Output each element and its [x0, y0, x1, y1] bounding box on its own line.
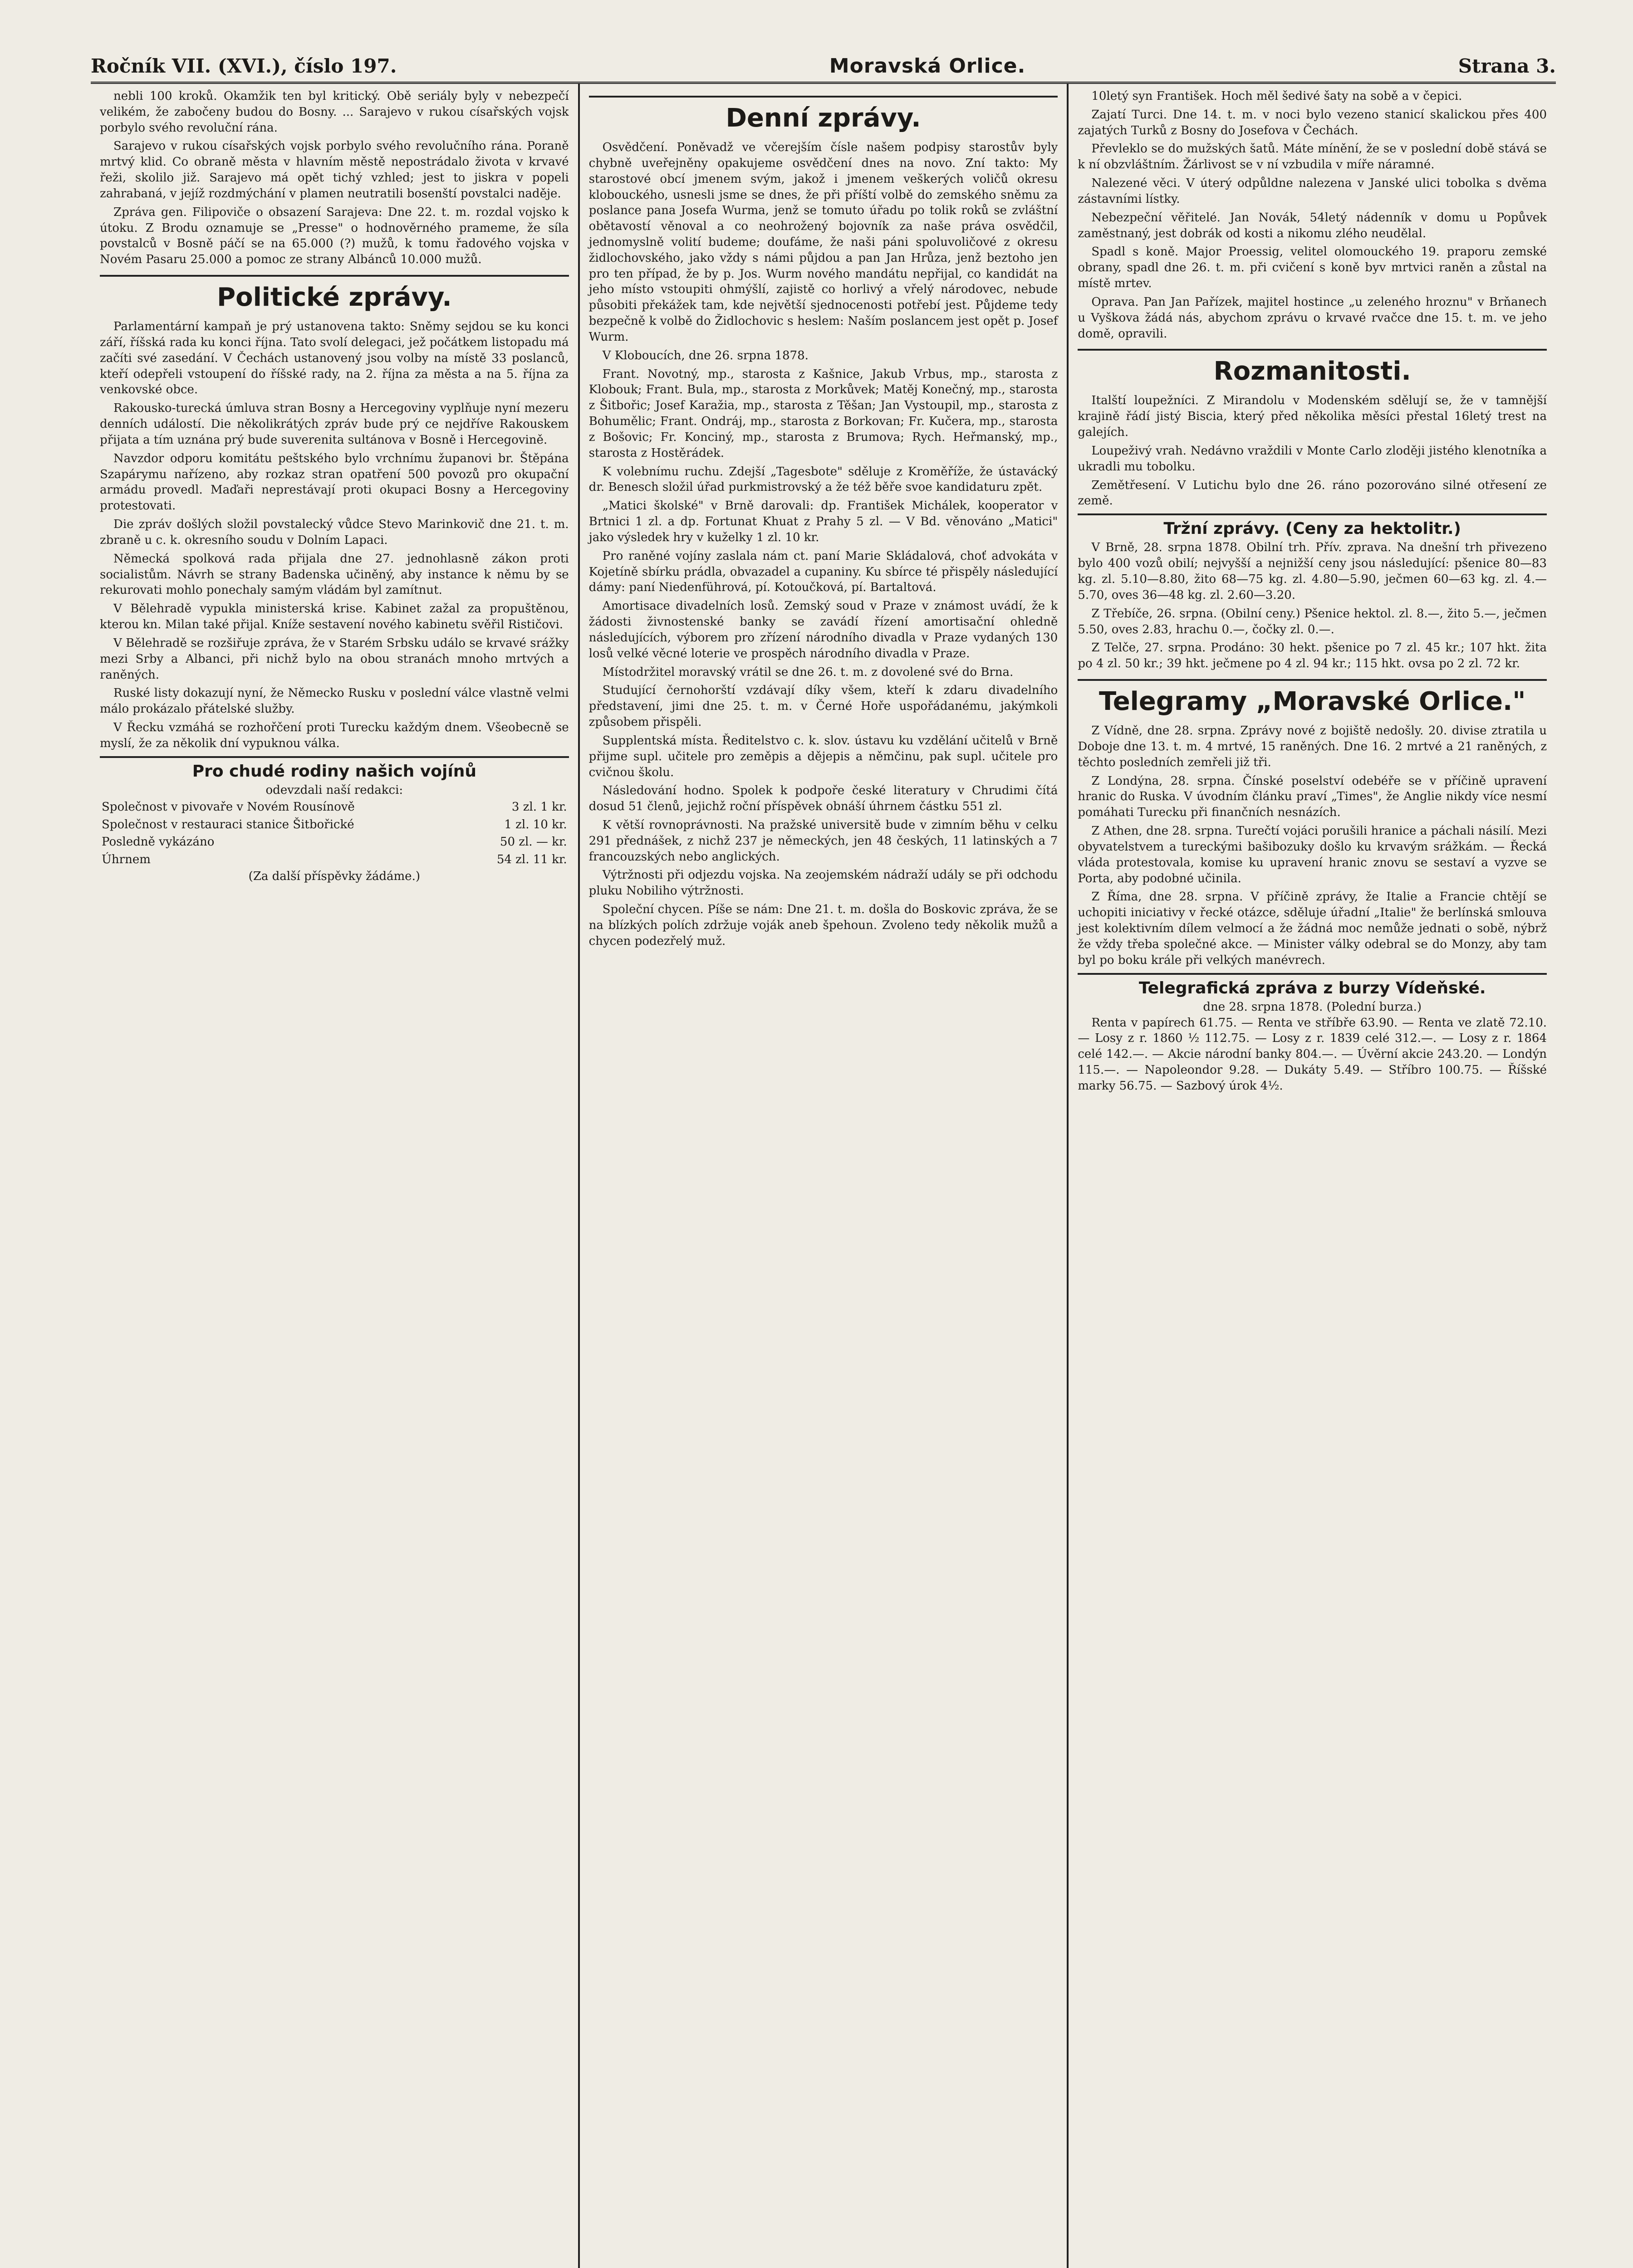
stock-exchange-paragraph: Renta v papírech 61.75. — Renta ve stříbře 63.90. — Renta ve zlatě 72.10. — Losy z r. 1860 ½ 112.75. — Losy z r. 1839 celé 312.—. — Losy z r. 1864 celé 142.—. — Akcie národní banky 804.—. — Úvěrní akcie 243.20. — Londýn 115.—. — Napoleondor 9.28. — Dukáty 5.49. — Stříbro 100.75. — Říšské marky 56.75. — Sazbový úrok 4½.	[1078, 1016, 1547, 1093]
page-number: Strana 3.	[1458, 55, 1556, 77]
donations-title: Pro chudé rodiny našich vojínů	[192, 762, 476, 781]
section-title-denni: Denní zprávy.	[589, 96, 1058, 135]
article-paragraph: Převleklo se do mužských šatů. Máte mínění, že se v poslední době stává se k ní obzvláštním. Žárlivost se v ní vzbudila v míře náramné.	[1078, 142, 1547, 172]
market-title: Tržní zprávy. (Ceny za hektolitr.)	[1163, 519, 1461, 538]
stock-exchange-box	[1078, 973, 1547, 1094]
article-paragraph: Loupeživý vrah. Nedávno vraždili v Monte Carlo zloději jistého klenotníka a ukradli mu tobolku.	[1078, 444, 1547, 474]
article-paragraph: Německá spolková rada přijala dne 27. jednohlasně zákon proti socialistům. Návrh se strany Badenska učiněný, aby instance k němu by se rekurovati mohlo ponechaly samým vládám byl zamítnut.	[100, 552, 569, 597]
table-row	[100, 816, 569, 834]
telegram-paragraph: Z Athen, dne 28. srpna. Turečtí vojáci porušili hranice a páchali násilí. Mezi obyvatelstvem a tureckými bašibozuky došlo ku krvavým srážkám. — Řecká vláda protestovala, komise ku upravení hranic znovu se sestaví a vyzve se Porta, aby podobné učinila.	[1078, 824, 1547, 885]
section-title-telegramy: Telegramy „Moravské Orlice."	[1078, 679, 1547, 719]
article-paragraph: V Řecku vzmáhá se rozhořčení proti Turecku každým dnem. Všeobecně se myslí, že za několik dní vypuknou válka.	[100, 721, 569, 750]
telegram-paragraph: Z Říma, dne 28. srpna. V příčině zprávy, že Italie a Francie chtějí se uchopiti iniciativy v řecké otázce, sděluje úřadní „Italie" že berlínská smlouva jest kolektivním dílem velmocí a že žádná moc nemůže jednati o sobě, nýbrž že vždy třeba společné akce. — Minister války odebral se do Monzy, aby tam byl po boku krále při velkých manévrech.	[1078, 890, 1547, 967]
donor-name: Posledně vykázáno	[102, 835, 215, 849]
article-paragraph: Die zpráv došlých složil povstalecký vůdce Stevo Marinkovič dne 21. t. m. zbraně u c. k. okresního soudu v Dolním Lapaci.	[100, 518, 569, 547]
telegram-paragraph: Z Londýna, 28. srpna. Čínské poselství odebéře se v příčině upravení hranic do Ruska. V úvodním článku praví „Times", že Anglie nikdy více nesmí pomáhati Turecku při finančních nesnázích.	[1078, 774, 1547, 820]
stock-exchange-title: Telegrafická zpráva z burzy Vídeňské.	[1138, 978, 1486, 997]
table-row	[100, 851, 569, 869]
article-paragraph: „Matici školské" v Brně darovali: dp. František Michálek, kooperator v Brtnici 1 zl. a dp. Fortunat Khuat z Prahy 5 zl. — V Bd. věnováno „Matici" jako výsledek hry v kuželky 1 zl. 10 kr.	[588, 499, 1058, 544]
article-paragraph: Supplentská místa. Ředitelstvo c. k. slov. ústavu ku vzdělání učitelů v Brně přijme supl. učitele pro zeměpis a dějepis a němčinu, pak supl. učitele pro cvičnou školu.	[588, 733, 1058, 779]
article-paragraph: V Kloboucích, dne 26. srpna 1878.	[602, 348, 809, 362]
article-paragraph: Ruské listy dokazují nyní, že Německo Rusku v poslední válce vlastně velmi málo prokázalo přátelské služby.	[100, 686, 569, 716]
article-paragraph: Rakousko-turecká úmluva stran Bosny a Hercegoviny vyplňuje nyní mezeru denních událostí. Die několikrátých zpráv bude prý ce nejdříve Rakouskem přijata a tím uznána prý bude suverenita sultánova v Bosně i Hercegovině.	[100, 401, 569, 447]
market-paragraph: Z Třebíče, 26. srpna. (Obilní ceny.) Pšenice hektol. zl. 8.—, žito 5.—, ječmen 5.50, oves 2.83, hrachu 0.—, čočky zl. 0.—.	[1078, 606, 1547, 636]
article-paragraph: K volebnímu ruchu. Zdejší „Tagesbote" sděluje z Kroměříže, že ústavácký dr. Benesch složil úřad purkmistrovský a že též běře svoe kandidaturu zpět.	[588, 464, 1058, 494]
section-title-politicke: Politické zprávy.	[100, 275, 569, 314]
article-paragraph: Výtržnosti při odjezdu vojska. Na zeojemském nádraží udály se při odchodu pluku Nobiliho výtržnosti.	[588, 868, 1058, 898]
page-header	[91, 54, 1556, 84]
article-paragraph: V Bělehradě se rozšiřuje zpráva, že v Starém Srbsku událo se krvavé srážky mezi Srby a Albanci, při nichž bylo na obou stranách mnoho mrtvých a raněných.	[100, 636, 569, 682]
article-paragraph: Místodržitel moravský vrátil se dne 26. t. m. z dovolené své do Brna.	[602, 665, 1014, 679]
war-report-paragraph: Sarajevo v rukou císařských vojsk porbylo svého revolučního rána. Poraně mrtvý klid. Co obraně města v hlavním městě nepostrádalo života v krvavé řeži, skolilo již. Sarajevo má opět tichý vzhled; jest to jiskra v popeli zahrabaná, v jejíž rozdmýchání v plamen neutratili bosenští povstalci naděje.	[100, 139, 569, 200]
article-paragraph: Následování hodno. Spolek k podpoře české literatury v Chrudimi čítá dosud 51 členů, jejichž roční příspěvek obnáší úhrnem částku 551 zl.	[588, 784, 1058, 814]
article-paragraph: Společní chycen. Píše se nám: Dne 21. t. m. došla do Boskovic zpráva, že se na blízkých polích zdržuje voják aneb špehoun. Zvoleno tedy několik mužů a chycen podezřelý muž.	[588, 903, 1058, 948]
donation-amount: 1 zl. 10 kr.	[504, 817, 567, 831]
article-paragraph: Parlamentární kampaň je prý ustanovena takto: Sněmy sejdou se ku konci září, říšská rada ku konci října. Tato svolí delegaci, jež počátkem listopadu má začíti své zasedání. V Čechách ustanovený jsou volby na místě 33 poslanců, kteří odepřeli vstoupení do říšské rady, na 2. října za města a na 5. října za venkovské obce.	[100, 320, 569, 397]
donations-note: (Za další příspěvky žádáme.)	[248, 870, 420, 884]
donation-amount: 50 zl. — kr.	[500, 835, 567, 849]
column-3	[1067, 84, 1556, 2268]
donation-amount: 54 zl. 11 kr.	[496, 853, 567, 867]
article-paragraph: Zajatí Turci. Dne 14. t. m. v noci bylo vezeno stanicí skalickou přes 400 zajatých Turků z Bosny do Josefova v Čechách.	[1078, 108, 1547, 137]
article-paragraph: Spadl s koně. Major Proessig, velitel olomouckého 19. praporu zemské obrany, spadl dne 26. t. m. při cvičení s koně byv mrtvici raněn a zůstal na místě mrtev.	[1078, 245, 1547, 291]
donations-box	[100, 756, 569, 885]
article-paragraph: Nebezpeční věřitelé. Jan Novák, 54letý nádenník v domu u Popůvek zaměstnaný, jest dobrák od kosti a nikomu zlého neudělal.	[1078, 210, 1547, 240]
column-1	[91, 84, 578, 2268]
article-paragraph: Italští loupežníci. Z Mirandolu v Modenském sdělují se, že v tamnější krajině řádí jistý Biscia, který před několika měsíci přestal 16letý trest na galejích.	[1078, 394, 1547, 440]
donor-name: Úhrnem	[102, 853, 151, 867]
article-paragraph: Oprava. Pan Jan Pařízek, majitel hostince „u zeleného hroznu" v Brňanech u Vyškova žádá nás, abychom zprávu o krvavé rvačce dne 15. t. m. ve jeho domě, opravili.	[1078, 295, 1547, 341]
article-paragraph: Frant. Novotný, mp., starosta z Kašnice, Jakub Vrbus, mp., starosta z Klobouk; Frant. Bula, mp., starosta z Morkůvek; Matěj Konečný, mp., starosta z Šitbořic; Josef Karažia, mp., starosta z Těšan; Jan Vystoupil, mp., starosta z Bohumělic; Frant. Ondráj, mp., starosta z Borkovan; Fr. Kučera, mp., starosta z Bošovic; Fr. Konciný, mp., starosta z Brumova; Rych. Heřmanský, mp., starosta z Hostěrádek.	[588, 367, 1058, 460]
donations-subtitle: odevzdali naší redakci:	[265, 783, 403, 797]
article-paragraph: K větší rovnoprávnosti. Na pražské universitě bude v zimním běhu v celku 291 přednášek, z nichž 237 je německých, jen 48 českých, 11 latinských a 7 francouzských nebo anglických.	[588, 818, 1058, 864]
column-2	[578, 84, 1067, 2268]
article-paragraph: Zemětřesení. V Lutichu bylo dne 26. ráno pozorováno silné otřesení ze země.	[1078, 478, 1547, 508]
article-paragraph: V Bělehradě vypukla ministerská krise. Kabinet zažal za propuštěnou, kterou kn. Milan také přijal. Kníže sestavení nového kabinetu svěřil Rističovi.	[100, 602, 569, 632]
market-box	[1078, 513, 1547, 672]
article-paragraph: Osvědčení. Poněvadž ve včerejším čísle našem podpisy starostův byly chybně uveřejněny opakujeme osvědčení dnes na novo. Zní takto: My starostové obcí jmenem svým, jakož i jmenem veškerých voličů okresu klobouckého, usnesli jsme se dnes, že při příští volbě do zemského sněmu za poslance pana Josefa Wurma, jenž se tomuto úřadu po tolik roků se zvláštní obětavostí věnoval a co neohrožený bojovník za naše práva osvědčil, jednomyslně volití budeme; doufáme, že naši páni spoluvoličové z okresu židlochovského, jako vždy s námi půjdou a pan Jan Hrůza, jenž beztoho jen pro ten případ, že by p. Jos. Wurm nového mandátu nepřijal, co kandidát na jeho místo vstoupiti ohmýšlí, zajistě co horlivý a vřelý národovec, nebude působiti překážek tam, kde největší sjednocenosti potřebí jest. Půjdeme tedy bezpečně k volbě do Židlochovic s heslem: Naším poslancem jest opět p. Josef Wurm.	[588, 141, 1058, 344]
section-title-rozmanitosti: Rozmanitosti.	[1078, 349, 1547, 388]
war-report-paragraph: Zpráva gen. Filipoviče o obsazení Sarajeva: Dne 22. t. m. rozdal vojsko k útoku. Z Brodu oznamuje se „Presse" o hodnověrného prameme, že síla povstalců v Bosně páčí se na 65.000 (?) mužů, k tomu řadového vojska v Novém Pasaru 25.000 a pomoc ze strany Albánců 10.000 mužů.	[100, 205, 569, 267]
donor-name: Společnost v restauraci stanice Šitbořické	[102, 817, 354, 831]
donations-table	[100, 798, 569, 869]
issue-number: Ročník VII. (XVI.), číslo 197.	[91, 55, 397, 77]
market-paragraph: Z Telče, 27. srpna. Prodáno: 30 hekt. pšenice po 7 zl. 45 kr.; 107 hkt. žita po 4 zl. 50 kr.; 39 hkt. ječmene po 4 zl. 94 kr.; 115 hkt. ovsa po 2 zl. 72 kr.	[1078, 641, 1547, 671]
market-paragraph: V Brně, 28. srpna 1878. Obilní trh. Přív. zprava. Na dnešní trh přivezeno bylo 400 vozů obilí; nejvyšší a nejnižší ceny jsou následující: pšenice 80—83 kg. zl. 5.10—8.80, žito 68—75 kg. zl. 4.80—5.90, ječmen 60—63 kg. zl. 4.—5.70, oves 36—48 kg. zl. 2.60—3.20.	[1078, 541, 1547, 602]
article-paragraph: Pro raněné vojíny zaslala nám ct. paní Marie Skládalová, choť advokáta v Kojetíně sbírku prádla, obvazadel a cupaniny. Ku sbírce té přispěly následující dámy: paní Niedenführová, pí. Kotoučková, pí. Bartaltová.	[588, 549, 1058, 595]
masthead-title: Moravská Orlice.	[829, 54, 1026, 78]
stock-exchange-date: dne 28. srpna 1878. (Polední burza.)	[1203, 1000, 1422, 1014]
war-report-intro: nebli 100 kroků. Okamžik ten byl kritický. Obě seriály byly v nebezpečí velikém, že zabočeny budou do Bosny. ... Sarajevo v rukou císařských vojsk porbylo svého revoluční rána.	[100, 89, 569, 135]
columns	[91, 84, 1556, 2268]
article-paragraph: 10letý syn František. Hoch měl šedivé šaty na sobě a v čepici.	[1091, 89, 1462, 103]
article-paragraph: Studující černohorští vzdávají díky všem, kteří k zdaru divadelního představení, jimi dne 25. t. m. v Černé Hoře uspořádanému, jakýmkoli způsobem přispěli.	[588, 684, 1058, 729]
table-row	[100, 833, 569, 851]
article-paragraph: Amortisace divadelních losů. Zemský soud v Praze v známost uvádí, že k žádosti živnostenské banky se zavádí řízení amortisační ohledně následujících, výborem pro zřízení národního divadla v Praze vydaných 130 losů velké věcné loterie ve prospěch národního divadla v Praze.	[588, 599, 1058, 660]
donation-amount: 3 zl. 1 kr.	[511, 800, 567, 814]
table-row	[100, 798, 569, 816]
telegram-paragraph: Z Vídně, dne 28. srpna. Zprávy nové z bojiště nedošly. 20. divise ztratila u Doboje dne 13. t. m. 4 mrtvé, 15 raněných. Dne 16. 2 mrtvé a 21 raněných, z těchto posledních zemřeli již tři.	[1078, 724, 1547, 769]
donor-name: Společnost v pivovaře v Novém Rousínově	[102, 800, 355, 814]
article-paragraph: Nalezené věci. V úterý odpůldne nalezena v Janské ulici tobolka s dvěma zástavními lístky.	[1078, 176, 1547, 206]
article-paragraph: Navzdor odporu komitátu peštského bylo vrchnímu županovi br. Štěpána Szapárymu nařízeno, aby rozkaz stran opatření 500 povozů pro okupační armádu provedl. Maďaři neprestávají proti okupaci Bosny a Hercegoviny protestovati.	[100, 451, 569, 513]
